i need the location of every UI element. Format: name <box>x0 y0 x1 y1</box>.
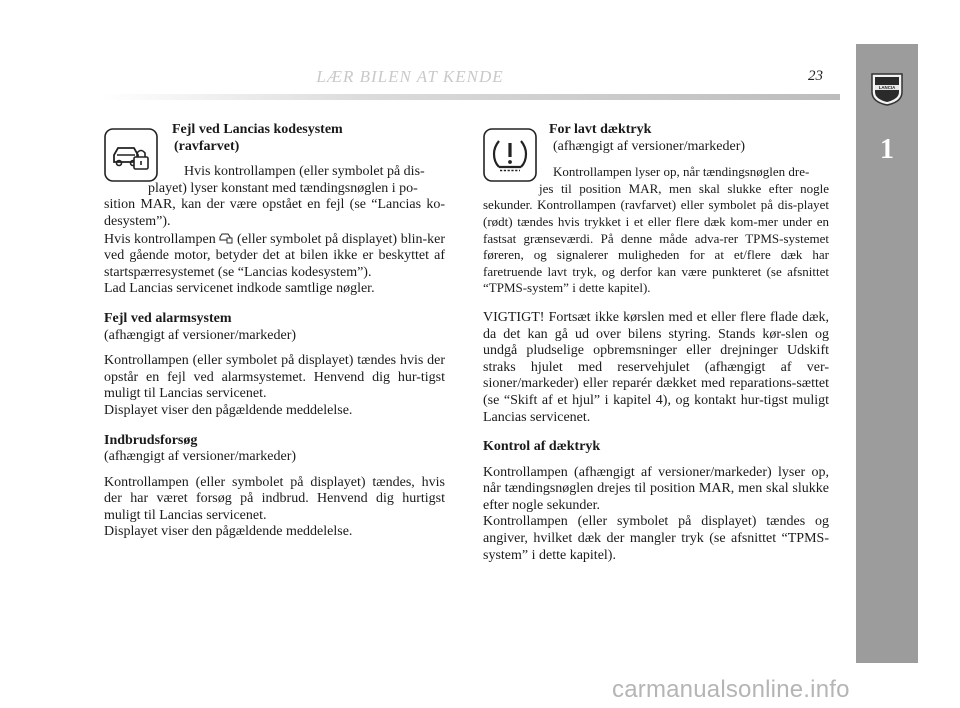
left-column <box>104 122 445 541</box>
section-title-intrusion: Indbrudsforsøg <box>104 432 198 448</box>
paragraph: Displayet viser den pågældende meddelelse. <box>104 524 353 540</box>
paragraph-line: Hvis kontrollampen (eller symbolet på dis- <box>184 164 425 180</box>
car-key-icon <box>219 231 233 244</box>
section-subtitle: (afhængigt af versioner/markeder) <box>553 138 746 154</box>
paragraph: Kontrollampen (afhængigt af versioner/markeder) lyser op, når tændingsnøglen drejes til position MAR, men skal slukke efter nogle sekunder. <box>483 464 829 513</box>
paragraph-text: (eller symbolet på displayet) blin-ker ved gående motor, betyder det at bilen ikke er beskyttet af startspærresystemet (se “Lancias kodesystem”). <box>104 231 446 280</box>
paragraph: Displayet viser den pågældende meddelelse. <box>104 402 353 418</box>
paragraph-line: Kontrollampen lyser op, når tændingsnøglen dre- <box>553 164 810 180</box>
paragraph-important: VIGTIGT! Fortsæt ikke kørslen med et eller flere flade dæk, da det kan gå ud over bilens styring. Stands kør-slen og undgå pludselige opbremsninger eller drejninger Udskift straks hjulet med reservehjulet (afhængigt af ver-sioner/markeder) eller reparér dækket med reparations-sættet (se “Skift af et hjul” i kapitel 4), og kontakt hur-tigst muligt Lancias servicenet. <box>483 309 829 425</box>
running-header: LÆR BILEN AT KENDE <box>316 67 504 86</box>
section-title-immobilizer: Fejl ved Lancias kodesystem <box>172 122 343 137</box>
watermark: carmanualsonline.info <box>612 676 850 703</box>
lancia-logo-icon <box>864 70 910 106</box>
section-title-alarm: Fejl ved alarmsystem <box>104 310 232 326</box>
paragraph-line: playet) lyser konstant med tændingsnøglen i po- <box>148 180 418 196</box>
section-subtitle: (afhængigt af versioner/markeder) <box>104 449 297 465</box>
paragraph: Kontrollampen (eller symbolet på displayet) tændes hvis der opstår en fejl ved alarmsystemet. Henvend dig hur-tigst muligt til Lancias servicenet. <box>104 353 445 402</box>
paragraph: sition MAR, kan der være opstået en fejl (se “Lancias ko-desystem”). <box>104 197 445 229</box>
paragraph: Kontrollampen (eller symbolet på displayet) tændes og angiver, hvilket dæk der mangler tryk (se afsnittet “TPMS-system” i dette kapitel). <box>483 514 829 563</box>
chapter-number: 1 <box>880 134 894 165</box>
paragraph: Lad Lancias servicenet indkode samtlige nøgler. <box>104 281 375 297</box>
paragraph: Kontrollampen (eller symbolet på displayet) tændes, hvis der har været forsøg på indbrud. Henvend dig hurtigst muligt til Lancias servicenet. <box>104 474 445 523</box>
page-number: 23 <box>808 68 823 84</box>
paragraph <box>104 231 445 282</box>
section-title-pressure-check: Kontrol af dæktryk <box>483 439 601 455</box>
svg-text:LANCIA: LANCIA <box>878 85 896 91</box>
header-rule <box>100 94 840 100</box>
paragraph-text: Hvis kontrollampen <box>104 231 216 247</box>
section-title-low-pressure: For lavt dæktryk <box>549 122 652 137</box>
paragraph-text: jes til position MAR, men skal slukke efter nogle sekunder. Kontrollampen (ravfarvet) eller symbolet på dis-playet (rødt) tændes hvis trykket i et eller flere dæk kom-mer under en fastsat grænseværdi. På denne måde adva-rer TPMS-systemet føreren, og signalerer muligheden for at et/flere dæk har faretruende lavt tryk, og derfor kan være punkteret (se afsnittet “TPMS-system” i dette kapitel). <box>483 180 829 296</box>
section-tag-amber: (ravfarvet) <box>174 138 240 154</box>
paragraph <box>483 181 829 297</box>
section-subtitle: (afhængigt af versioner/markeder) <box>104 327 297 343</box>
right-column <box>483 122 829 564</box>
